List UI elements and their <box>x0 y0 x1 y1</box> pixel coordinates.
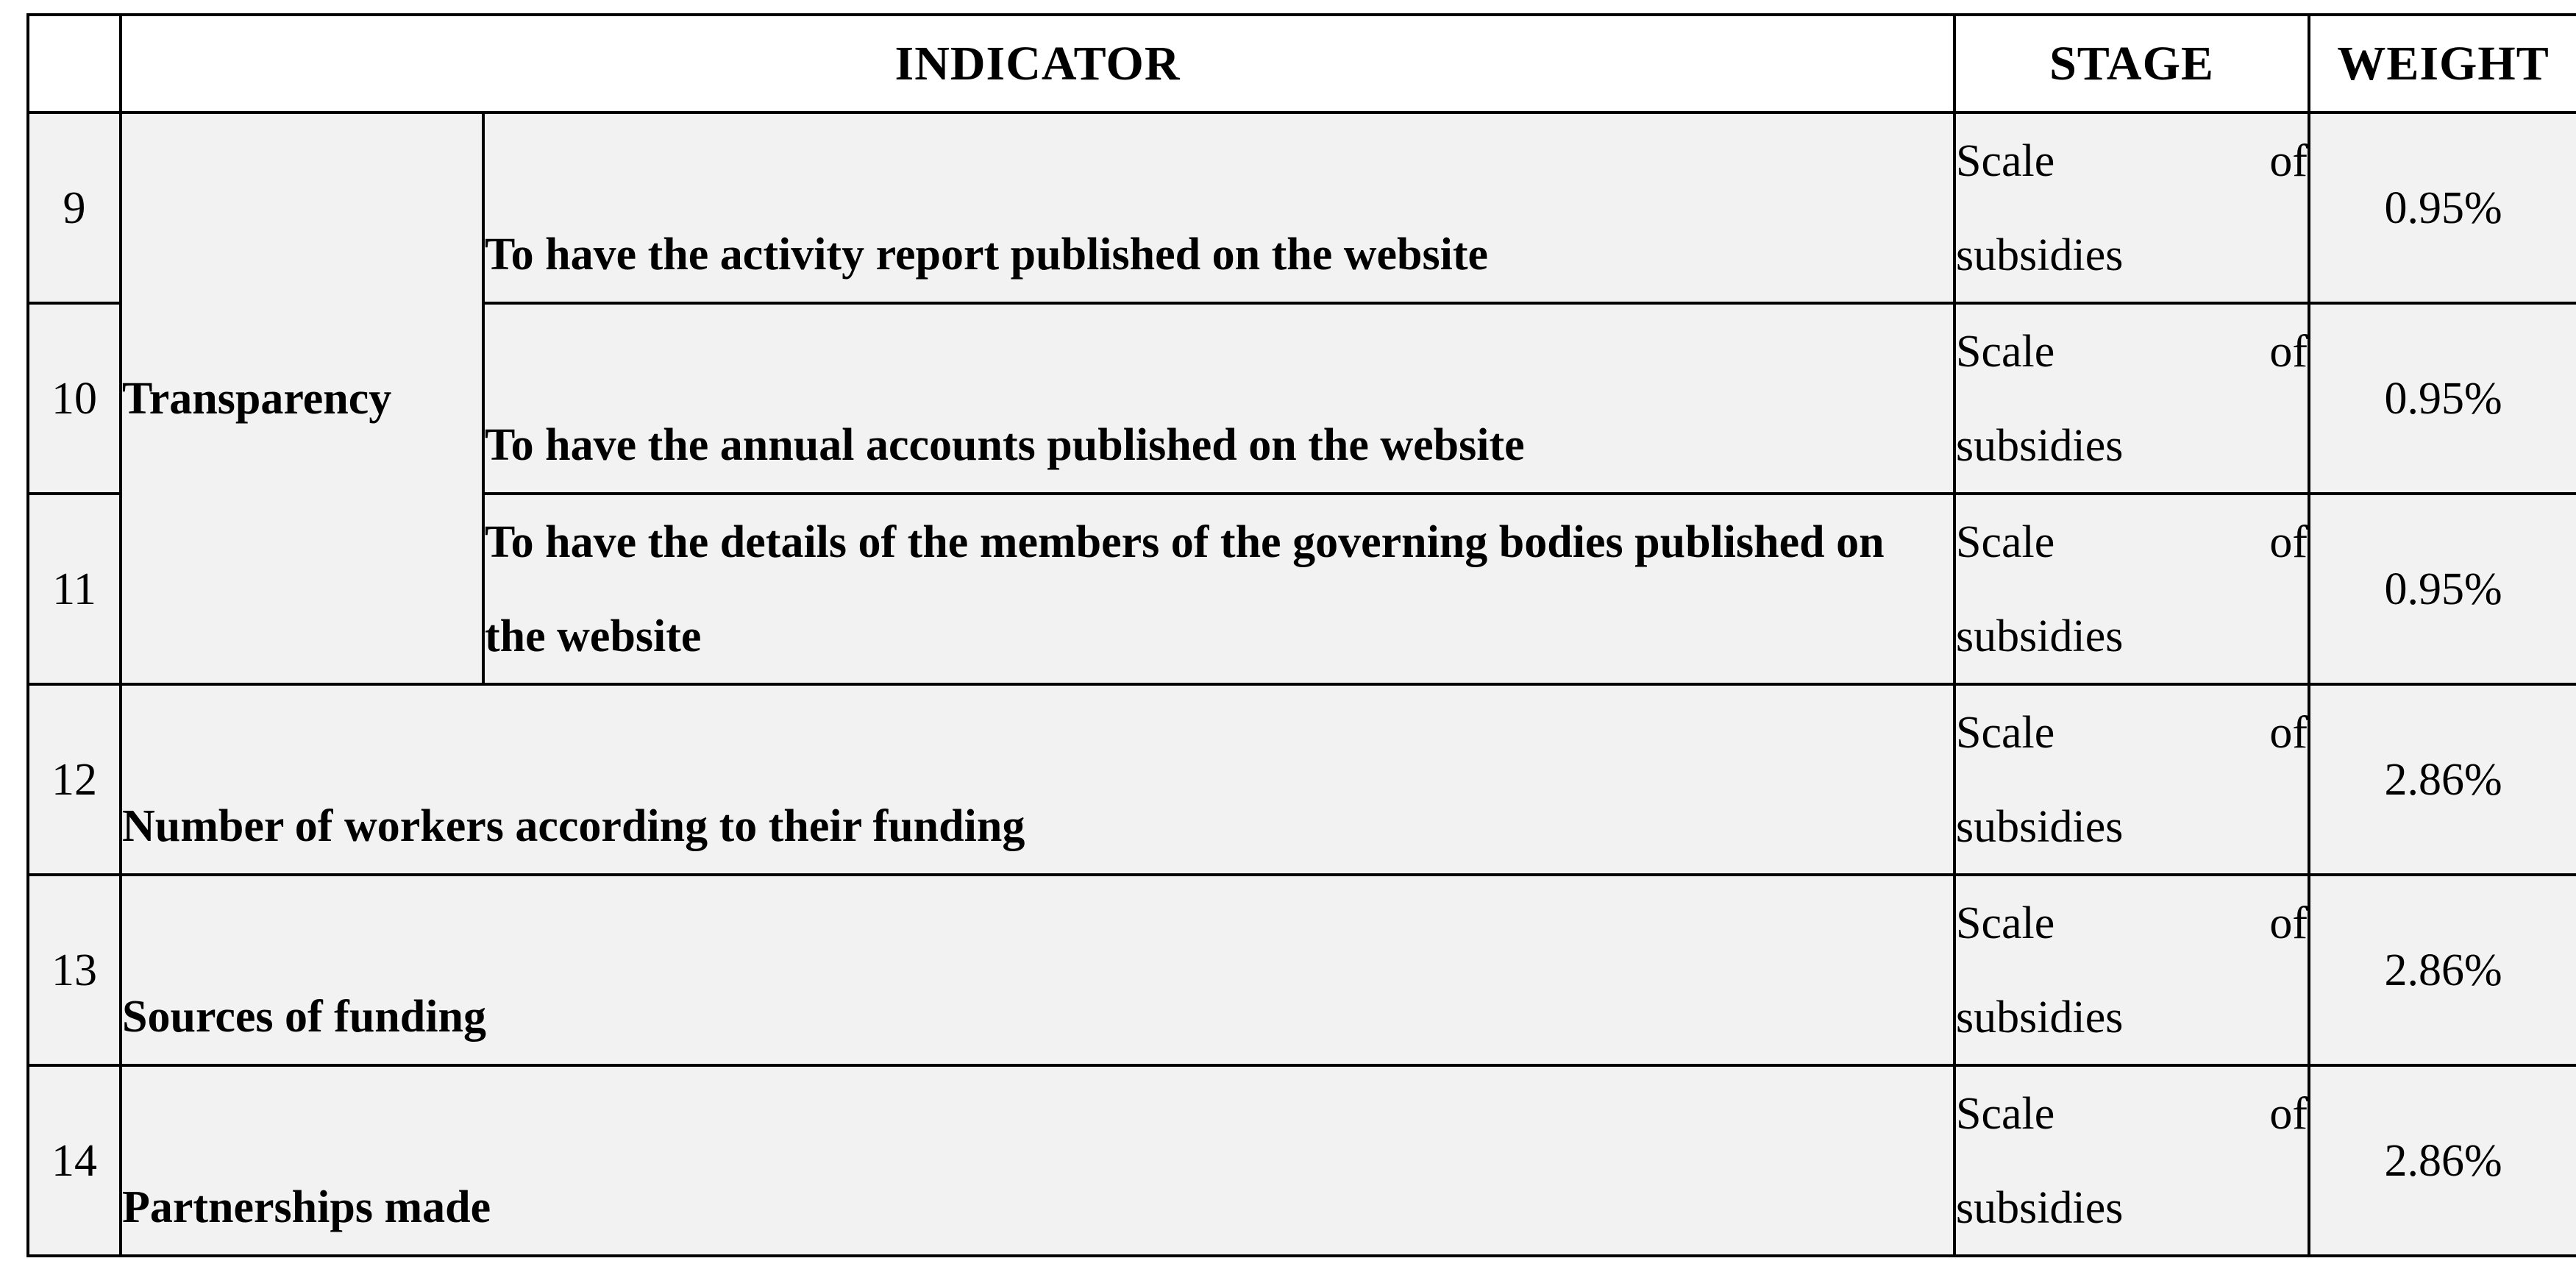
stage-word: of <box>2269 326 2308 377</box>
table-row <box>28 684 2576 875</box>
stage-word: subsidies <box>1956 801 2124 852</box>
stage-word: subsidies <box>1956 230 2124 280</box>
row-number: 10 <box>28 303 121 494</box>
weight-cell: 2.86% <box>2309 875 2576 1065</box>
table-row <box>28 875 2576 1065</box>
indicator-cell <box>121 875 1954 1065</box>
stage-word: Scale <box>1956 1088 2055 1139</box>
indicator-text: Partnerships made <box>122 1182 491 1232</box>
weight-cell: 0.95% <box>2309 303 2576 494</box>
stage-word: subsidies <box>1956 420 2124 471</box>
indicator-cell <box>483 113 1954 303</box>
header-row <box>28 15 2576 113</box>
weight-cell: 0.95% <box>2309 494 2576 684</box>
indicator-text: To have the details of the members of the governing bodies published on the website <box>485 516 1885 661</box>
stage-word: of <box>2269 898 2308 948</box>
header-weight: WEIGHT <box>2309 15 2576 113</box>
weight-cell: 0.95% <box>2309 113 2576 303</box>
stage-word: Scale <box>1956 326 2055 377</box>
indicator-cell <box>483 303 1954 494</box>
table-row <box>28 1065 2576 1256</box>
header-stage: STAGE <box>1954 15 2309 113</box>
indicator-cell <box>483 494 1954 684</box>
row-number: 11 <box>28 494 121 684</box>
category-cell: Transparency <box>121 113 483 684</box>
row-number: 14 <box>28 1065 121 1256</box>
table-row <box>28 113 2576 303</box>
row-number: 9 <box>28 113 121 303</box>
stage-word: of <box>2269 1088 2308 1139</box>
stage-word: of <box>2269 707 2308 758</box>
header-number <box>28 15 121 113</box>
indicator-cell <box>121 684 1954 875</box>
stage-word: subsidies <box>1956 1182 2124 1233</box>
indicator-text: To have the activity report published on the website <box>485 230 1489 280</box>
stage-word: Scale <box>1956 516 2055 567</box>
header-indicator: INDICATOR <box>121 15 1954 113</box>
indicator-cell <box>121 1065 1954 1256</box>
stage-cell <box>1954 494 2309 684</box>
row-number: 13 <box>28 875 121 1065</box>
indicator-text: Sources of funding <box>122 992 486 1042</box>
stage-cell <box>1954 684 2309 875</box>
indicator-table <box>26 13 2576 1257</box>
stage-cell <box>1954 303 2309 494</box>
stage-word: of <box>2269 135 2308 186</box>
weight-cell: 2.86% <box>2309 684 2576 875</box>
stage-word: subsidies <box>1956 992 2124 1042</box>
stage-word: Scale <box>1956 135 2055 186</box>
weight-cell: 2.86% <box>2309 1065 2576 1256</box>
stage-cell <box>1954 875 2309 1065</box>
stage-word: of <box>2269 516 2308 567</box>
indicator-text: Number of workers according to their funding <box>122 801 1025 851</box>
stage-cell <box>1954 1065 2309 1256</box>
indicator-text: To have the annual accounts published on the website <box>485 420 1525 470</box>
stage-word: Scale <box>1956 707 2055 758</box>
row-number: 12 <box>28 684 121 875</box>
stage-cell <box>1954 113 2309 303</box>
stage-word: subsidies <box>1956 611 2124 661</box>
stage-word: Scale <box>1956 898 2055 948</box>
